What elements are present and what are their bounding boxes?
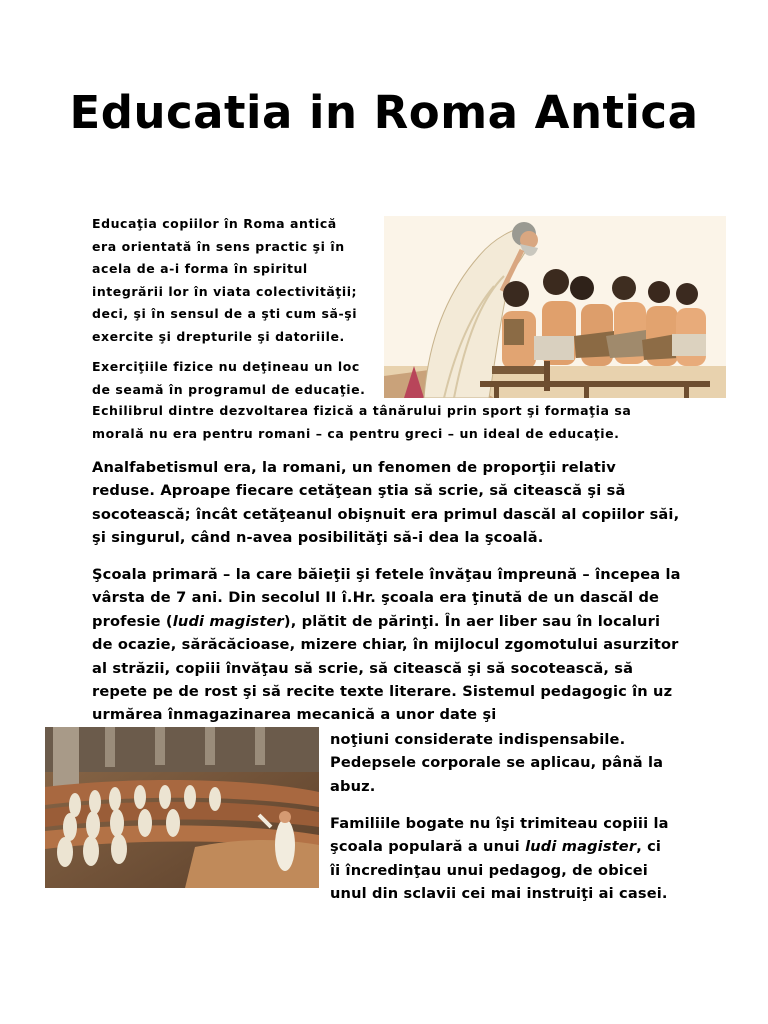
paragraph-illiteracy: Analfabetismul era, la romani, un fenomen de proporţii relativ reduse. Aproape fiecare cetăţean ştia să scrie, să citească şi să socotească; încât cetăţeanul obişnuit era primul dascăl al copiilor săi, şi singurul, când n-avea posibilităţi să-i dea la şcoală.: [92, 459, 680, 547]
paragraph-wealthy-families: [330, 812, 675, 906]
page-title: Educatia in Roma Antica: [69, 86, 699, 139]
text-segment: , ci îi încredinţau unui pedagog, de obicei unul din sclavii cei mai instruiţi ai casei.: [330, 838, 668, 903]
text-segment: Şcoala primară – la care băieţii şi fetele învăţau împreună – începea la vârsta de 7 ani. Din secolul II î.Hr. şcoala era ţinută de un dascăl de profesie (: [92, 566, 681, 630]
text-segment: ), plătit de părinţi. În aer liber sau în localuri de ocazie, sărăcăcioase, mizere chiar, în mijlocul zgomotului asurzitor al străzii, copiii învăţau să scrie, să citească şi să socotească, să repete pe de rost şi să recite texte literare. Sistemul pedagogic în uz urmărea înmagazinarea mecanică a unor date şi: [92, 612, 679, 724]
paragraph-balance: Echilibrul dintre dezvoltarea fizică a tânărului prin sport şi formaţia sa morală nu era pentru romani – ca pentru greci – un ideal de educaţie.: [92, 403, 632, 441]
teacher-students-painting: [384, 216, 726, 398]
paragraph-education-intro: Educaţia copiilor în Roma antică era orientată în sens practic şi în acela de a-i forma în spiritul integrării lor în viata colectivităţii; deci, şi în sensul de a şti cum să-şi exercite şi drepturile şi datoriile.: [92, 216, 358, 344]
paragraph-primary-school-continued: noţiuni considerate indispensabile. Pedepsele corporale se aplicau, până la abuz.: [330, 731, 664, 795]
paragraph-physical-exercises: Exerciţiile fizice nu deţineau un loc de seamă în programul de educaţie.: [92, 359, 366, 397]
italic-term: ludi magister: [172, 612, 284, 630]
text-segment: Familiile bogate nu îşi trimiteau copiii la şcoala populară a unui: [330, 815, 669, 856]
senate-painting: [45, 727, 319, 888]
paragraph-primary-school: [92, 563, 684, 727]
italic-term: ludi magister: [525, 838, 637, 856]
